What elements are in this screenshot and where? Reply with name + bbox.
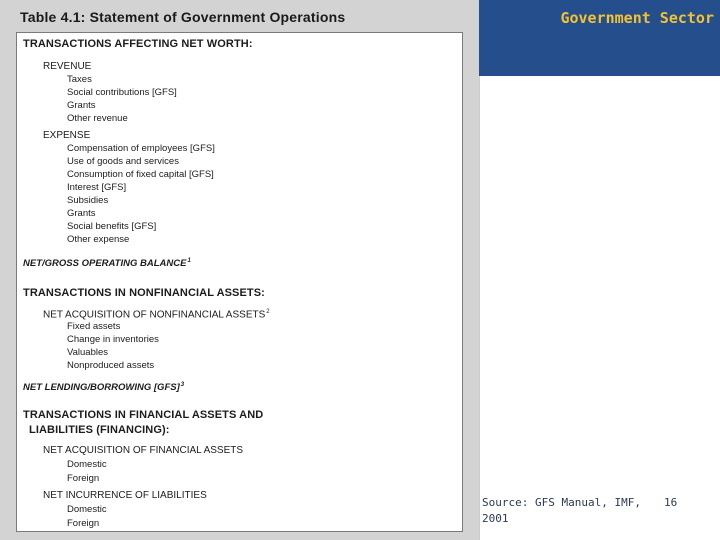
nonfinancial-item: Nonproduced assets [67, 360, 155, 371]
financial-heading-line1: TRANSACTIONS IN FINANCIAL ASSETS AND [23, 409, 264, 421]
expense-item: Interest [GFS] [67, 182, 127, 193]
revenue-item: Social contributions [GFS] [67, 87, 177, 98]
operating-balance-label: NET/GROSS OPERATING BALANCE [23, 258, 187, 270]
financial-assets-item: Domestic [67, 459, 107, 470]
revenue-item: Taxes [67, 74, 92, 85]
operating-balance [23, 255, 191, 270]
table-caption: Table 4.1: Statement of Government Operations [20, 9, 346, 25]
header-bar [479, 0, 720, 76]
nonfinancial-item: Valuables [67, 347, 109, 358]
revenue-item: Grants [67, 100, 96, 111]
nonfinancial-item: Change in inventories [67, 334, 159, 345]
expense-item: Consumption of fixed capital [GFS] [67, 169, 214, 180]
page-number: 16 [664, 496, 678, 509]
expense-item: Social benefits [GFS] [67, 221, 157, 232]
liabilities-label: NET INCURRENCE OF LIABILITIES [43, 490, 207, 501]
footnote-marker: 3 [180, 382, 185, 388]
slide-title: Government Sector [560, 9, 714, 27]
nonfinancial-item: Fixed assets [67, 321, 121, 332]
net-worth-heading: TRANSACTIONS AFFECTING NET WORTH: [23, 38, 253, 50]
financial-assets-item: Foreign [67, 473, 100, 484]
nonfinancial-heading: TRANSACTIONS IN NONFINANCIAL ASSETS: [23, 287, 265, 299]
revenue-label: REVENUE [43, 61, 92, 72]
divider [479, 76, 480, 540]
financial-assets-label: NET ACQUISITION OF FINANCIAL ASSETS [43, 445, 244, 456]
expense-item: Other expense [67, 234, 130, 245]
nonfinancial-acquisition-label: NET ACQUISITION OF NONFINANCIAL ASSETS [43, 309, 266, 321]
expense-item: Subsidies [67, 195, 109, 206]
footnote-marker: 1 [187, 258, 191, 264]
net-lending-label: NET LENDING/BORROWING [GFS] [23, 382, 180, 394]
liabilities-item: Foreign [67, 518, 100, 529]
expense-item: Use of goods and services [67, 156, 179, 167]
financial-heading-line2: LIABILITIES (FINANCING): [29, 424, 170, 436]
net-lending-borrowing [23, 379, 184, 394]
revenue-item: Other revenue [67, 113, 128, 124]
expense-label: EXPENSE [43, 130, 91, 141]
footnote-marker: 2 [266, 309, 270, 315]
expense-item: Grants [67, 208, 96, 219]
statement-table [16, 32, 463, 532]
source-citation: Source: GFS Manual, IMF, 2001 [482, 496, 641, 525]
expense-item: Compensation of employees [GFS] [67, 143, 215, 154]
liabilities-item: Domestic [67, 504, 107, 515]
